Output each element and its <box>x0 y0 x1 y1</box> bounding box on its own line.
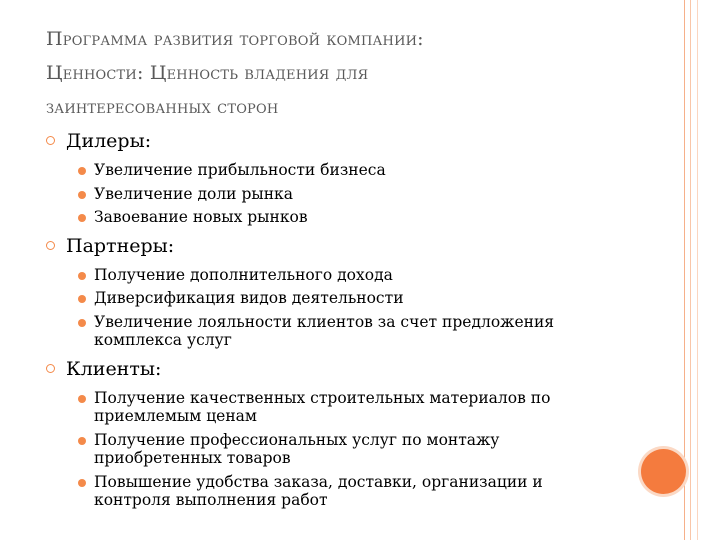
list-item: Увеличение доли рынка <box>78 185 646 204</box>
section-dealers <box>46 128 646 227</box>
filled-bullet-icon <box>78 191 86 199</box>
hollow-bullet-icon <box>46 241 55 250</box>
list-item: Получение дополнительного дохода <box>78 266 646 285</box>
list-item: Увеличение прибыльности бизнеса <box>78 161 646 180</box>
section-heading: Партнеры: <box>46 233 646 259</box>
frame-line-inner <box>690 0 691 540</box>
filled-bullet-icon <box>78 295 86 303</box>
bullet-list <box>46 266 646 350</box>
frame-line-edge <box>697 0 698 540</box>
list-item: Завоевание новых рынков <box>78 208 646 227</box>
filled-bullet-icon <box>78 272 86 280</box>
list-item: Повышение удобства заказа, доставки, организации и контроля выполнения работ <box>78 473 614 510</box>
bullet-list <box>46 161 646 227</box>
list-item: Увеличение лояльности клиентов за счет предложения комплекса услуг <box>78 313 614 350</box>
filled-bullet-icon <box>78 214 86 222</box>
section-clients <box>46 356 646 510</box>
hollow-bullet-icon <box>46 136 55 145</box>
filled-bullet-icon <box>78 395 86 403</box>
filled-bullet-icon <box>78 319 86 327</box>
bullet-list <box>46 389 646 510</box>
title-line-3: заинтересованных сторон <box>46 96 279 118</box>
filled-bullet-icon <box>78 437 86 445</box>
hollow-bullet-icon <box>46 364 55 373</box>
section-heading: Клиенты: <box>46 356 646 382</box>
slide-content <box>46 128 646 516</box>
section-partners <box>46 233 646 350</box>
title-line-1: Программа развития торговой компании: <box>46 28 424 50</box>
list-item: Диверсификация видов деятельности <box>78 289 646 308</box>
decorative-circle <box>641 449 686 494</box>
list-item: Получение качественных строительных материалов по приемлемым ценам <box>78 389 614 426</box>
frame-line-outer <box>684 0 685 540</box>
filled-bullet-icon <box>78 479 86 487</box>
filled-bullet-icon <box>78 167 86 175</box>
section-heading: Дилеры: <box>46 128 646 154</box>
title-line-2: Ценности: Ценность владения для <box>46 62 369 84</box>
list-item: Получение профессиональных услуг по монтажу приобретенных товаров <box>78 431 574 468</box>
slide-title <box>46 22 646 124</box>
